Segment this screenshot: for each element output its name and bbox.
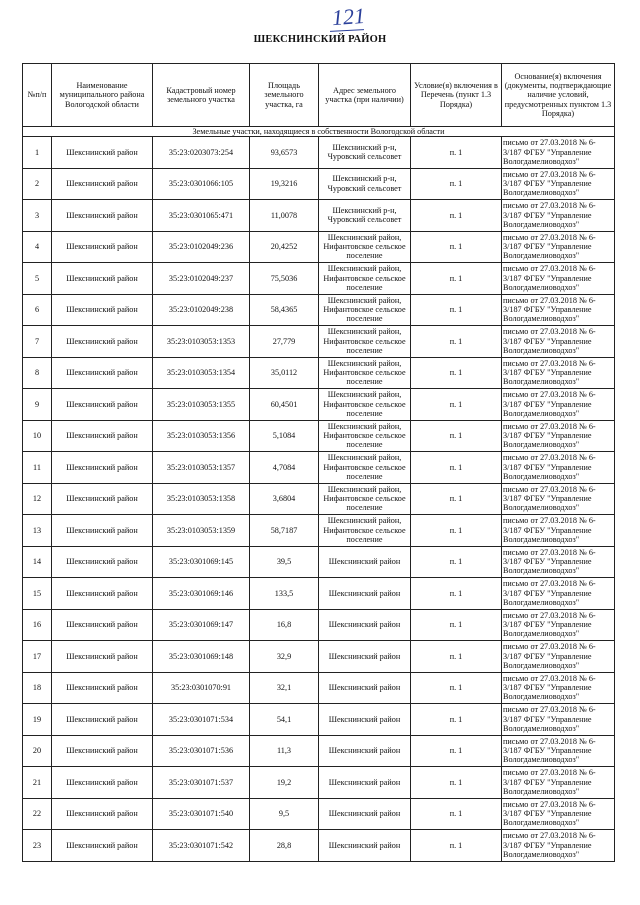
row-district: Шекснинский район [52, 137, 153, 169]
header-cadastral-number: Кадастровый номер земельного участка [153, 64, 250, 127]
row-condition: п. 1 [411, 704, 502, 736]
row-area: 4,7084 [250, 452, 319, 484]
row-cadastral-number: 35:23:0301070:91 [153, 672, 250, 704]
row-cadastral-number: 35:23:0103053:1358 [153, 483, 250, 515]
table-row [23, 137, 615, 169]
row-ground: письмо от 27.03.2018 № 6-3/187 ФГБУ "Управление Вологдамелиоводхоз" [502, 515, 615, 547]
row-district: Шекснинский район [52, 483, 153, 515]
row-cadastral-number: 35:23:0203073:254 [153, 137, 250, 169]
row-district: Шекснинский район [52, 735, 153, 767]
row-ground: письмо от 27.03.2018 № 6-3/187 ФГБУ "Управление Вологдамелиоводхоз" [502, 326, 615, 358]
row-cadastral-number: 35:23:0301066:105 [153, 168, 250, 200]
row-number: 17 [23, 641, 52, 673]
table-row [23, 326, 615, 358]
table-row [23, 357, 615, 389]
row-district: Шекснинский район [52, 326, 153, 358]
row-address: Шекснинский район [319, 641, 411, 673]
row-area: 133,5 [250, 578, 319, 610]
row-cadastral-number: 35:23:0103053:1353 [153, 326, 250, 358]
page-title: ШЕКСНИНСКИЙ РАЙОН [253, 34, 387, 45]
row-district: Шекснинский район [52, 263, 153, 295]
row-condition: п. 1 [411, 546, 502, 578]
row-area: 58,7187 [250, 515, 319, 547]
row-condition: п. 1 [411, 798, 502, 830]
row-area: 28,8 [250, 830, 319, 862]
row-district: Шекснинский район [52, 515, 153, 547]
row-ground: письмо от 27.03.2018 № 6-3/187 ФГБУ "Управление Вологдамелиоводхоз" [502, 200, 615, 232]
row-condition: п. 1 [411, 294, 502, 326]
row-ground: письмо от 27.03.2018 № 6-3/187 ФГБУ "Управление Вологдамелиоводхоз" [502, 672, 615, 704]
table-row [23, 546, 615, 578]
row-cadastral-number: 35:23:0103053:1357 [153, 452, 250, 484]
row-ground: письмо от 27.03.2018 № 6-3/187 ФГБУ "Управление Вологдамелиоводхоз" [502, 641, 615, 673]
row-number: 6 [23, 294, 52, 326]
row-district: Шекснинский район [52, 357, 153, 389]
row-cadastral-number: 35:23:0102049:238 [153, 294, 250, 326]
row-condition: п. 1 [411, 420, 502, 452]
row-area: 32,9 [250, 641, 319, 673]
row-ground: письмо от 27.03.2018 № 6-3/187 ФГБУ "Управление Вологдамелиоводхоз" [502, 263, 615, 295]
row-number: 7 [23, 326, 52, 358]
row-address: Шекснинский район [319, 735, 411, 767]
row-ground: письмо от 27.03.2018 № 6-3/187 ФГБУ "Управление Вологдамелиоводхоз" [502, 704, 615, 736]
row-condition: п. 1 [411, 231, 502, 263]
table-row [23, 704, 615, 736]
row-number: 2 [23, 168, 52, 200]
row-number: 5 [23, 263, 52, 295]
table-row [23, 452, 615, 484]
row-district: Шекснинский район [52, 389, 153, 421]
row-area: 11,3 [250, 735, 319, 767]
row-address: Шекснинский район, Нифантовское сельское поселение [319, 357, 411, 389]
table-row [23, 735, 615, 767]
row-address: Шекснинский р-н, Чуровский сельсовет [319, 168, 411, 200]
row-area: 32,1 [250, 672, 319, 704]
row-cadastral-number: 35:23:0301071:540 [153, 798, 250, 830]
row-ground: письмо от 27.03.2018 № 6-3/187 ФГБУ "Управление Вологдамелиоводхоз" [502, 389, 615, 421]
row-cadastral-number: 35:23:0103053:1356 [153, 420, 250, 452]
row-number: 21 [23, 767, 52, 799]
table-row [23, 231, 615, 263]
row-ground: письмо от 27.03.2018 № 6-3/187 ФГБУ "Управление Вологдамелиоводхоз" [502, 483, 615, 515]
row-condition: п. 1 [411, 326, 502, 358]
row-cadastral-number: 35:23:0301071:537 [153, 767, 250, 799]
row-condition: п. 1 [411, 168, 502, 200]
row-number: 3 [23, 200, 52, 232]
row-area: 27,779 [250, 326, 319, 358]
row-number: 8 [23, 357, 52, 389]
row-district: Шекснинский район [52, 578, 153, 610]
row-address: Шекснинский район [319, 704, 411, 736]
row-address: Шекснинский р-н, Чуровский сельсовет [319, 137, 411, 169]
row-district: Шекснинский район [52, 641, 153, 673]
row-district: Шекснинский район [52, 294, 153, 326]
row-district: Шекснинский район [52, 546, 153, 578]
row-cadastral-number: 35:23:0103053:1355 [153, 389, 250, 421]
row-cadastral-number: 35:23:0301071:534 [153, 704, 250, 736]
row-area: 35,0112 [250, 357, 319, 389]
row-address: Шекснинский район, Нифантовское сельское поселение [319, 452, 411, 484]
row-area: 39,5 [250, 546, 319, 578]
row-condition: п. 1 [411, 200, 502, 232]
row-ground: письмо от 27.03.2018 № 6-3/187 ФГБУ "Управление Вологдамелиоводхоз" [502, 231, 615, 263]
row-address: Шекснинский район, Нифантовское сельское поселение [319, 483, 411, 515]
row-condition: п. 1 [411, 735, 502, 767]
row-ground: письмо от 27.03.2018 № 6-3/187 ФГБУ "Управление Вологдамелиоводхоз" [502, 830, 615, 862]
row-cadastral-number: 35:23:0102049:236 [153, 231, 250, 263]
row-condition: п. 1 [411, 357, 502, 389]
handwritten-page-number: 121 [331, 2, 366, 31]
table-row [23, 767, 615, 799]
row-area: 19,3216 [250, 168, 319, 200]
header-area: Площадь земельного участка, га [250, 64, 319, 127]
row-address: Шекснинский район, Нифантовское сельское поселение [319, 231, 411, 263]
row-number: 11 [23, 452, 52, 484]
row-address: Шекснинский район, Нифантовское сельское поселение [319, 515, 411, 547]
row-ground: письмо от 27.03.2018 № 6-3/187 ФГБУ "Управление Вологдамелиоводхоз" [502, 294, 615, 326]
row-address: Шекснинский район, Нифантовское сельское поселение [319, 420, 411, 452]
row-ground: письмо от 27.03.2018 № 6-3/187 ФГБУ "Управление Вологдамелиоводхоз" [502, 609, 615, 641]
row-area: 58,4365 [250, 294, 319, 326]
row-address: Шекснинский район [319, 830, 411, 862]
row-district: Шекснинский район [52, 452, 153, 484]
row-cadastral-number: 35:23:0103053:1359 [153, 515, 250, 547]
table-row [23, 641, 615, 673]
row-cadastral-number: 35:23:0301071:542 [153, 830, 250, 862]
table-row [23, 483, 615, 515]
table-row [23, 420, 615, 452]
row-district: Шекснинский район [52, 798, 153, 830]
header-ground: Основание(я) включения (документы, подтверждающие наличие условий, предусмотренных пунктом 1.3 Порядка) [502, 64, 615, 127]
table-row [23, 168, 615, 200]
row-district: Шекснинский район [52, 830, 153, 862]
row-district: Шекснинский район [52, 672, 153, 704]
row-number: 22 [23, 798, 52, 830]
row-district: Шекснинский район [52, 420, 153, 452]
row-cadastral-number: 35:23:0301069:147 [153, 609, 250, 641]
row-district: Шекснинский район [52, 704, 153, 736]
row-area: 75,5036 [250, 263, 319, 295]
row-area: 19,2 [250, 767, 319, 799]
row-ground: письмо от 27.03.2018 № 6-3/187 ФГБУ "Управление Вологдамелиоводхоз" [502, 546, 615, 578]
row-district: Шекснинский район [52, 767, 153, 799]
row-condition: п. 1 [411, 609, 502, 641]
row-ground: письмо от 27.03.2018 № 6-3/187 ФГБУ "Управление Вологдамелиоводхоз" [502, 767, 615, 799]
row-number: 13 [23, 515, 52, 547]
header-municipality: Наименование муниципального района Вологодской области [52, 64, 153, 127]
section-row [23, 127, 615, 137]
row-condition: п. 1 [411, 672, 502, 704]
row-address: Шекснинский район [319, 798, 411, 830]
row-ground: письмо от 27.03.2018 № 6-3/187 ФГБУ "Управление Вологдамелиоводхоз" [502, 137, 615, 169]
row-number: 23 [23, 830, 52, 862]
row-condition: п. 1 [411, 263, 502, 295]
row-area: 93,6573 [250, 137, 319, 169]
section-label: Земельные участки, находящиеся в собственности Вологодской области [23, 127, 615, 137]
row-address: Шекснинский район, Нифантовское сельское поселение [319, 294, 411, 326]
row-number: 4 [23, 231, 52, 263]
table-row [23, 798, 615, 830]
row-ground: письмо от 27.03.2018 № 6-3/187 ФГБУ "Управление Вологдамелиоводхоз" [502, 168, 615, 200]
row-address: Шекснинский район [319, 578, 411, 610]
row-area: 16,8 [250, 609, 319, 641]
row-condition: п. 1 [411, 767, 502, 799]
table-header-row [23, 64, 615, 127]
row-address: Шекснинский район [319, 546, 411, 578]
row-ground: письмо от 27.03.2018 № 6-3/187 ФГБУ "Управление Вологдамелиоводхоз" [502, 578, 615, 610]
row-condition: п. 1 [411, 641, 502, 673]
row-cadastral-number: 35:23:0102049:237 [153, 263, 250, 295]
land-plots-table [22, 63, 615, 862]
row-address: Шекснинский район, Нифантовское сельское поселение [319, 389, 411, 421]
row-ground: письмо от 27.03.2018 № 6-3/187 ФГБУ "Управление Вологдамелиоводхоз" [502, 798, 615, 830]
row-number: 18 [23, 672, 52, 704]
table-row [23, 515, 615, 547]
row-district: Шекснинский район [52, 200, 153, 232]
row-condition: п. 1 [411, 389, 502, 421]
row-ground: письмо от 27.03.2018 № 6-3/187 ФГБУ "Управление Вологдамелиоводхоз" [502, 452, 615, 484]
row-condition: п. 1 [411, 578, 502, 610]
row-number: 19 [23, 704, 52, 736]
row-number: 9 [23, 389, 52, 421]
header-condition: Условие(я) включения в Перечень (пункт 1.3 Порядка) [411, 64, 502, 127]
row-ground: письмо от 27.03.2018 № 6-3/187 ФГБУ "Управление Вологдамелиоводхоз" [502, 357, 615, 389]
row-cadastral-number: 35:23:0301069:145 [153, 546, 250, 578]
row-district: Шекснинский район [52, 168, 153, 200]
row-address: Шекснинский район [319, 767, 411, 799]
row-number: 1 [23, 137, 52, 169]
table-row [23, 830, 615, 862]
row-condition: п. 1 [411, 830, 502, 862]
row-address: Шекснинский р-н, Чуровский сельсовет [319, 200, 411, 232]
header-address: Адрес земельного участка (при наличии) [319, 64, 411, 127]
row-number: 16 [23, 609, 52, 641]
table-row [23, 263, 615, 295]
table-row [23, 389, 615, 421]
table-row [23, 672, 615, 704]
row-number: 10 [23, 420, 52, 452]
table-row [23, 294, 615, 326]
row-address: Шекснинский район [319, 609, 411, 641]
row-cadastral-number: 35:23:0301065:471 [153, 200, 250, 232]
row-area: 3,6804 [250, 483, 319, 515]
row-number: 15 [23, 578, 52, 610]
row-ground: письмо от 27.03.2018 № 6-3/187 ФГБУ "Управление Вологдамелиоводхоз" [502, 420, 615, 452]
row-address: Шекснинский район [319, 672, 411, 704]
row-number: 20 [23, 735, 52, 767]
table-row [23, 578, 615, 610]
row-area: 54,1 [250, 704, 319, 736]
row-district: Шекснинский район [52, 609, 153, 641]
row-area: 9,5 [250, 798, 319, 830]
header-num: №п/п [23, 64, 52, 127]
row-number: 14 [23, 546, 52, 578]
row-cadastral-number: 35:23:0103053:1354 [153, 357, 250, 389]
row-area: 60,4501 [250, 389, 319, 421]
row-area: 5,1084 [250, 420, 319, 452]
row-address: Шекснинский район, Нифантовское сельское поселение [319, 326, 411, 358]
row-ground: письмо от 27.03.2018 № 6-3/187 ФГБУ "Управление Вологдамелиоводхоз" [502, 735, 615, 767]
row-number: 12 [23, 483, 52, 515]
table-row [23, 200, 615, 232]
row-condition: п. 1 [411, 137, 502, 169]
row-condition: п. 1 [411, 483, 502, 515]
row-area: 11,0078 [250, 200, 319, 232]
row-condition: п. 1 [411, 452, 502, 484]
row-area: 20,4252 [250, 231, 319, 263]
row-address: Шекснинский район, Нифантовское сельское поселение [319, 263, 411, 295]
row-cadastral-number: 35:23:0301071:536 [153, 735, 250, 767]
table-row [23, 609, 615, 641]
row-condition: п. 1 [411, 515, 502, 547]
row-cadastral-number: 35:23:0301069:148 [153, 641, 250, 673]
row-district: Шекснинский район [52, 231, 153, 263]
row-cadastral-number: 35:23:0301069:146 [153, 578, 250, 610]
